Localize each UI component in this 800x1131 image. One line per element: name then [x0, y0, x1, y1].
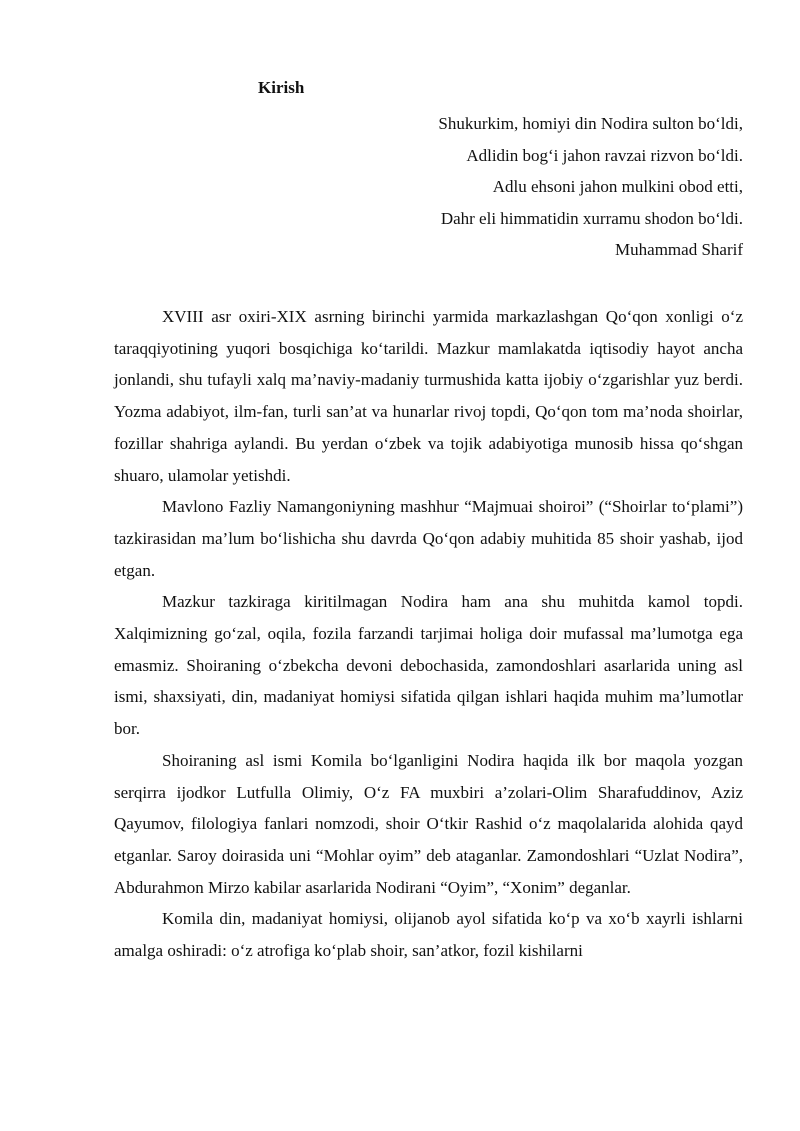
epigraph-line: Adlu ehsoni jahon mulkini obod etti,: [492, 177, 743, 196]
epigraph-line: Dahr eli himmatidin xurramu shodon bo‘ldi.: [440, 208, 743, 228]
section-title: Kirish: [258, 78, 305, 97]
epigraph: [438, 108, 743, 266]
paragraph: Mazkur tazkiraga kiritilmagan Nodira ham ana shu muhitda kamol topdi. Xalqimizning go‘zal, oqila, fozila farzandi tarjimai holiga doir mufassal ma’lumotga ega emasmiz. Shoiraning o‘zbekcha devoni debochasida, zamondoshlari asarlarida uning asl ismi, shaxsiyati, din, madaniyat homiysi sifatida qilgan ishlari haqida muhim ma’lumotlar bor.: [114, 592, 743, 739]
paragraph: XVIII asr oxiri-XIX asrning birinchi yarmida markazlashgan Qo‘qon xonligi o‘z taraqqiyotining yuqori bosqichiga ko‘tarildi. Mazkur mamlakatda iqtisodiy hayot ancha jonlandi, shu tufayli xalq ma’naviy-madaniy turmushida katta ijobiy o‘zgarishlar yuz berdi. Yozma adabiyot, ilm-fan, turli san’at va hunarlar rivoj topdi, Qo‘qon tom ma’noda shoirlar, fozillar shahriga aylandi. Bu yerdan o‘zbek va tojik adabiyotiga munosib hissa qo‘shgan shuaro, ulamolar yetishdi.: [114, 307, 743, 485]
paragraph: Shoiraning asl ismi Komila bo‘lganligini Nodira haqida ilk bor maqola yozgan serqirra ijodkor Lutfulla Olimiy, O‘z FA muxbiri a’zolari-Olim Sharafuddinov, Aziz Qayumov, filologiya fanlari nomzodi, shoir O‘tkir Rashid o‘z maqolalarida alohida qayd etganlar. Saroy doirasida uni “Mohlar oyim” deb ataganlar. Zamondoshlari “Uzlat Nodira”, Abdurahmon Mirzo kabilar asarlarida Nodirani “Oyim”, “Xonim” deganlar.: [114, 750, 743, 897]
body-text: [114, 301, 743, 967]
paragraph: Mavlono Fazliy Namangoniyning mashhur “Majmuai shoiroi” (“Shoirlar to‘plami”) tazkirasidan ma’lum bo‘lishicha shu davrda Qo‘qon adabiy muhitida 85 shoir yashab, ijod etgan.: [114, 497, 743, 580]
epigraph-author: Muhammad Sharif: [615, 240, 743, 259]
epigraph-line: Adlidin bog‘i jahon ravzai rizvon bo‘ldi.: [466, 145, 743, 165]
epigraph-line: Shukurkim, homiyi din Nodira sulton bo‘ldi,: [438, 114, 743, 133]
paragraph: Komila din, madaniyat homiysi, olijanob ayol sifatida ko‘p va xo‘b xayrli ishlarni amalga oshiradi: o‘z atrofiga ko‘plab shoir, san’atkor, fozil kishilarni: [114, 909, 743, 961]
